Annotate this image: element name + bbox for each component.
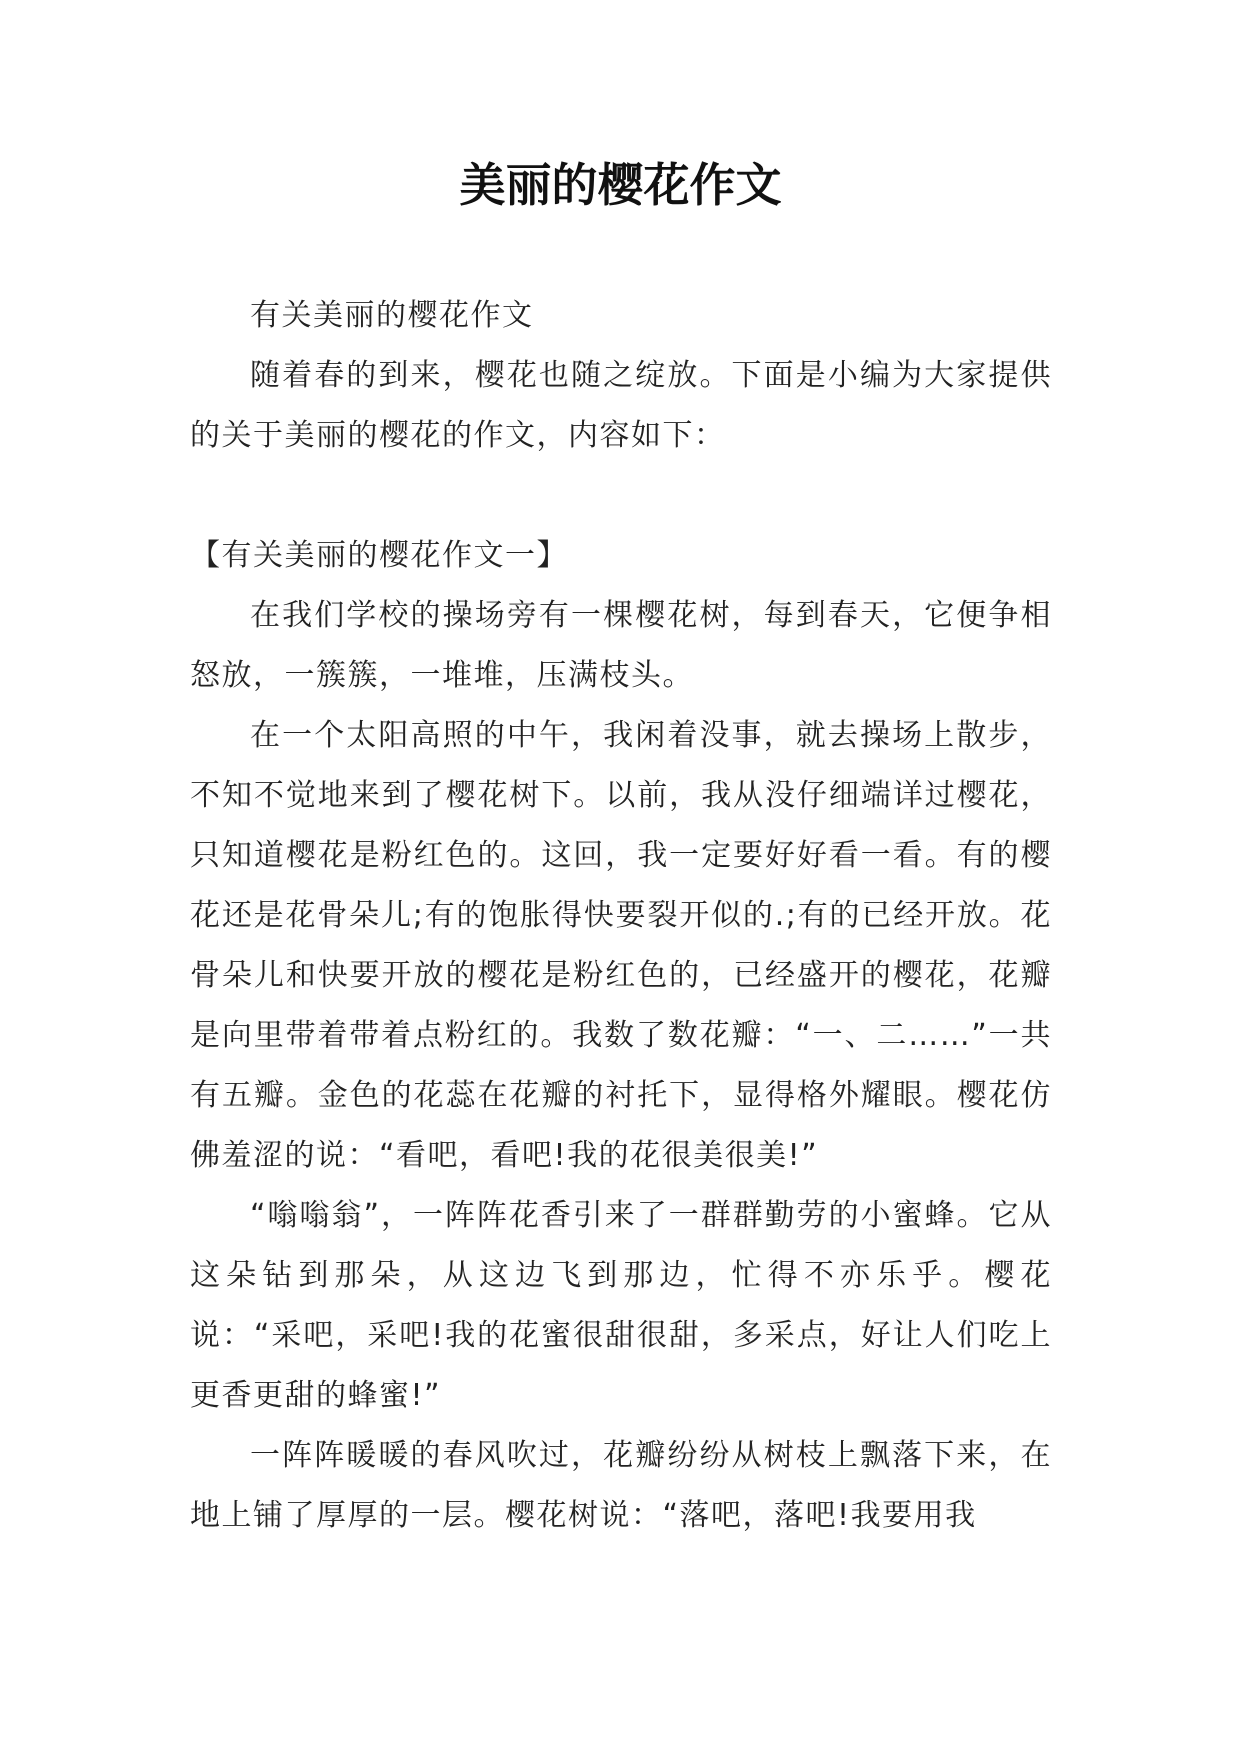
paragraph: 一阵阵暖暖的春风吹过，花瓣纷纷从树枝上飘落下来，在地上铺了厚厚的一层。樱花树说：“落吧，落吧!我要用我	[190, 1438, 1052, 1533]
intro-paragraph: 随着春的到来，樱花也随之绽放。下面是小编为大家提供的关于美丽的樱花的作文，内容如下：	[190, 358, 1052, 453]
section-heading: 【有关美丽的樱花作文一】	[190, 538, 568, 573]
paragraph: 在我们学校的操场旁有一棵樱花树，每到春天，它便争相怒放，一簇簇，一堆堆，压满枝头。	[190, 598, 1052, 693]
blank-line	[190, 466, 1052, 526]
paragraph: “嗡嗡翁”，一阵阵花香引来了一群群勤劳的小蜜蜂。它从这朵钻到那朵，从这边飞到那边，忙得不亦乐乎。樱花说：“采吧，采吧!我的花蜜很甜很甜，多采点，好让人们吃上更香更甜的蜂蜜!”	[190, 1198, 1052, 1413]
subtitle: 有关美丽的樱花作文	[250, 298, 534, 333]
document-body	[190, 286, 1052, 1546]
document-title: 美丽的樱花作文	[459, 158, 782, 212]
paragraph: 在一个太阳高照的中午，我闲着没事，就去操场上散步，不知不觉地来到了樱花树下。以前，我从没仔细端详过樱花，只知道樱花是粉红色的。这回，我一定要好好看一看。有的樱花还是花骨朵儿;有的饱胀得快要裂开似的.;有的已经开放。花骨朵儿和快要开放的樱花是粉红色的，已经盛开的樱花，花瓣是向里带着带着点粉红的。我数了数花瓣：“一、二……”一共有五瓣。金色的花蕊在花瓣的衬托下，显得格外耀眼。樱花仿佛羞涩的说：“看吧，看吧!我的花很美很美!”	[190, 718, 1052, 1173]
